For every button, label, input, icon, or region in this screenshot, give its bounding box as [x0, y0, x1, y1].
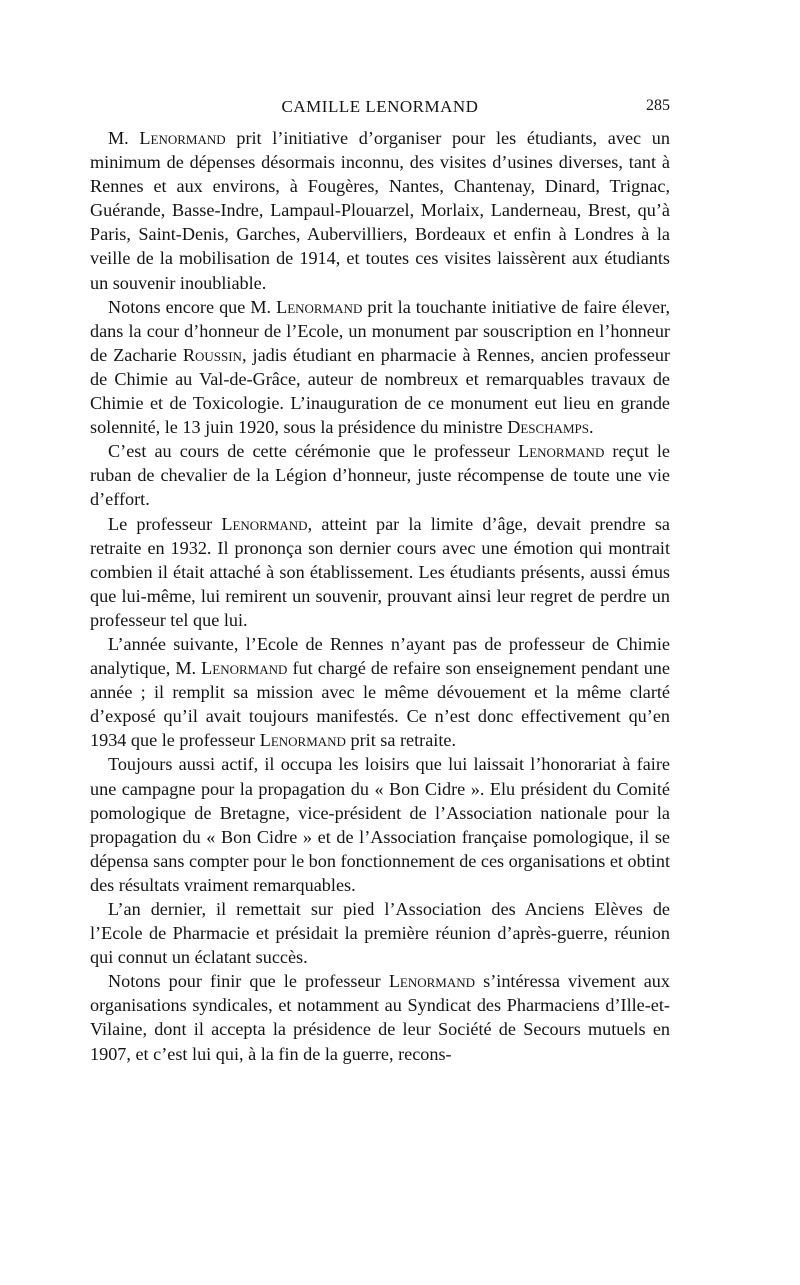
paragraph-4 [90, 512, 670, 632]
para-6-seg-0: Toujours aussi actif, il occupa les loisirs que lui laissait l’honorariat à faire une campagne pour la propagation du « Bon Cidre ». Elu président du Comité pomologique de Bretagne, vice-président de l’Association nationale pour la propagation du « Bon Cidre » et de l’Association française pomologique, il se dépensa sans compter pour le bon fonctionnement de ces organisations et obtint des résultats vraiment remarquables. [90, 754, 671, 895]
page-number: 285 [646, 97, 670, 114]
body-text [90, 126, 670, 1066]
para-5-seg-2: fut chargé de refaire son enseignement pendant une année ; il remplit sa mission avec le même dévouement et la même clarté d’exposé qu’il avait toujours manifestés. Ce n’est donc effectivement qu’en 1934 que le professeur [90, 658, 670, 751]
running-head-title: CAMILLE LENORMAND [281, 97, 479, 116]
para-2-seg-2: prit la touchante initiative de faire élever, dans la cour d’honneur de l’Ecole, un monument par souscription en l’honneur de Zacharie [90, 296, 670, 365]
para-5-seg-1: Lenormand [201, 658, 288, 679]
para-2-seg-4: , jadis étudiant en pharmacie à Rennes, ancien professeur de Chimie au Val-de-Grâce, auteur de nombreux et remarquables travaux de Chimie et de Toxicologie. L’inauguration de ce monument eut lieu en grande solennité, le 13 juin 1920, sous la présidence du ministre [90, 344, 670, 438]
paragraph-1 [90, 126, 670, 295]
para-2-seg-1: Lenormand [276, 296, 363, 317]
para-4-seg-0: Le professeur [108, 513, 222, 534]
para-2-seg-5: Deschamps [507, 417, 590, 438]
para-2-seg-0: Notons encore que M. [108, 296, 277, 317]
para-1-seg-1: Lenormand [139, 128, 226, 148]
paragraph-5 [90, 632, 670, 752]
para-4-seg-1: Lenormand [221, 513, 308, 534]
paragraph-7 [90, 897, 670, 969]
para-8-seg-0: Notons pour finir que le professeur [108, 971, 389, 992]
para-8-seg-2: s’intéressa vivement aux organisations syndicales, et notamment au Syndicat des Pharmaciens d’Ille-et-Vilaine, dont il accepta la présidence de leur Société de Secours mutuels en 1907, et c’est lui qui, à la fin de la guerre, recons- [90, 971, 670, 1064]
para-7-seg-0: L’an dernier, il remettait sur pied l’Association des Anciens Elèves de l’Ecole de Pharmacie et présidait la première réunion d’après-guerre, réunion qui connut un éclatant succès. [90, 899, 670, 968]
para-4-seg-2: , atteint par la limite d’âge, devait prendre sa retraite en 1932. Il prononça son dernier cours avec une émotion qui montrait combien il était attaché à son établissement. Les étudiants présents, aussi émus que lui-même, lui remirent un souvenir, prouvant ainsi leur regret de perdre un professeur tel que lui. [90, 513, 671, 630]
para-5-seg-0: L’année suivante, l’Ecole de Rennes n’ayant pas de professeur de Chimie analytique, M. [90, 633, 670, 679]
para-1-seg-0: M. [108, 128, 140, 148]
para-5-seg-3: Lenormand [259, 730, 346, 751]
paragraph-6 [90, 752, 670, 897]
para-2-seg-3: Roussin [182, 344, 242, 365]
para-8-seg-1: Lenormand [388, 971, 476, 992]
para-3-seg-0: C’est au cours de cette cérémonie que le professeur [108, 441, 519, 462]
para-2-seg-6: . [589, 417, 594, 438]
paragraph-2 [90, 295, 670, 440]
running-head [90, 97, 670, 119]
paragraph-3 [90, 439, 670, 511]
para-3-seg-1: Lenormand [518, 441, 605, 462]
para-3-seg-2: reçut le ruban de chevalier de la Légion d’honneur, juste récompense de toute une vie d’effort. [90, 441, 670, 510]
paragraph-8 [90, 969, 670, 1065]
para-5-seg-4: prit sa retraite. [345, 730, 457, 751]
para-1-seg-2: prit l’initiative d’organiser pour les étudiants, avec un minimum de dépenses désormais inconnu, des visites d’usines diverses, tant à Rennes et aux environs, à Fougères, Nantes, Chantenay, Dinard, Trignac, Guérande, Basse-Indre, Lampaul-Plouarzel, Morlaix, Landerneau, Brest, qu’à Paris, Saint-Denis, Garches, Aubervilliers, Bordeaux et enfin à Londres à la veille de la mobilisation de 1914, et toutes ces visites laissèrent aux étudiants un souvenir inoubliable. [90, 128, 670, 293]
